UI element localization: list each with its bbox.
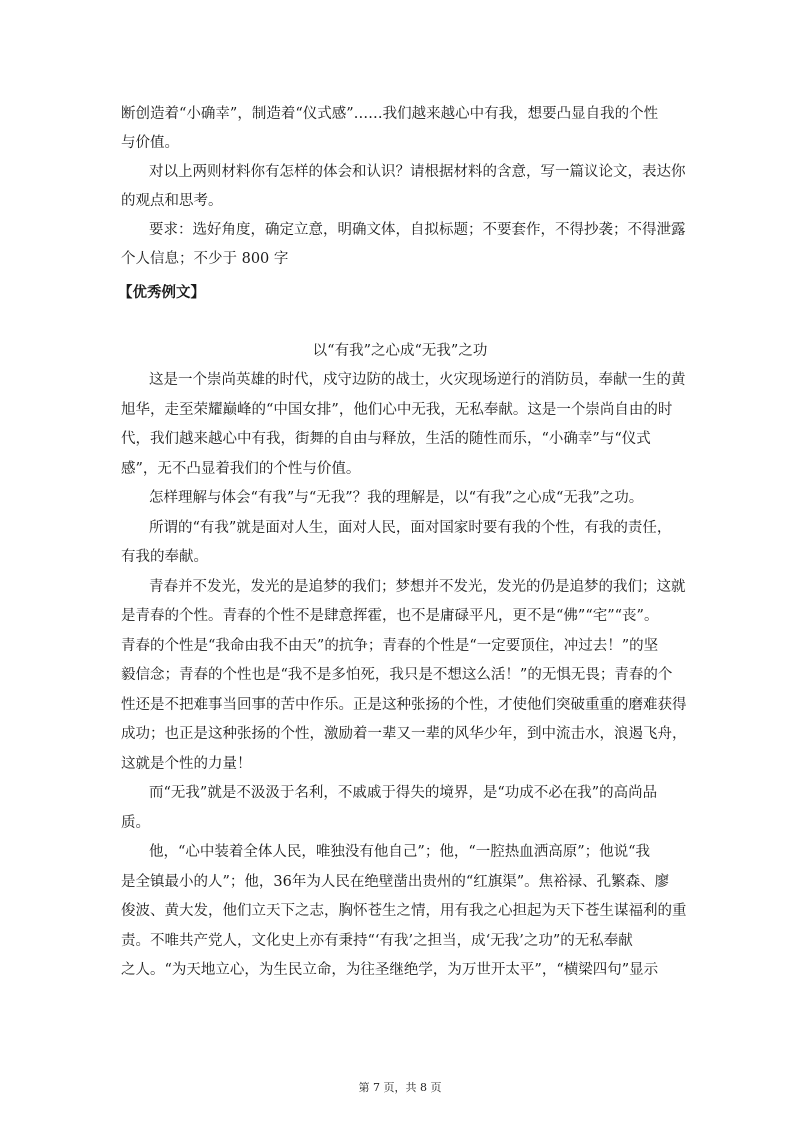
essay-line: 毅信念；青春的个性也是“我不是多怕死，我只是不想这么活！”的无惧无畏；青春的个: [121, 667, 673, 683]
essay-line: 感”，无不凸显着我们的个性与价值。: [121, 461, 361, 477]
essay-line: 这是一个崇尚英雄的时代，戍守边防的战士，火灾现场逆行的消防员，奉献一生的黄: [149, 372, 686, 388]
essay-line: 他，“心中装着全体人民，唯独没有他自己”；他，“一腔热血洒高原”；他说“我: [149, 844, 651, 860]
essay-line: 这就是个性的力量！: [121, 756, 252, 772]
essay-line: 俊波、黄大发，他们立天下之志，胸怀苍生之情，用有我之心担起为天下苍生谋福利的重: [121, 903, 687, 919]
essay-line: 是青春的个性。青春的个性不是肆意挥霍，也不是庸碌平凡，更不是“佛”“宅”“丧”。: [121, 608, 659, 624]
material-intro-line-1: 断创造着“小确幸”，制造着“仪式感”……我们越来越心中有我，想要凸显自我的个性: [121, 106, 659, 122]
page-footer: 第 7 页，共 8 页: [358, 1081, 442, 1094]
essay-line: 青春并不发光，发光的是追梦的我们；梦想并不发光，发光的仍是追梦的我们；这就: [149, 579, 686, 595]
essay-line: 是全镇最小的人”；他，36年为人民在绝壁凿出贵州的“红旗渠”。焦裕禄、孔繁森、廖: [121, 874, 670, 890]
prompt-question-line-2: 的观点和思考。: [121, 193, 223, 209]
essay-line: 代，我们越来越心中有我，街舞的自由与释放，生活的随性而乐，“小确幸”与“仪式: [121, 431, 651, 447]
prompt-requirement-line-2: 个人信息；不少于 800 字: [121, 251, 289, 267]
essay-line: 性还是不把难事当回事的苦中作乐。正是这种张扬的个性，才使他们突破重重的磨难获得: [121, 697, 687, 713]
prompt-requirement-line-1: 要求：选好角度，确定立意，明确文体，自拟标题；不要套作，不得抄袭；不得泄露: [149, 222, 686, 238]
material-intro-line-2: 与价值。: [121, 135, 179, 151]
essay-line: 而“无我”就是不汲汲于名利，不戚戚于得失的境界，是“功成不必在我”的高尚品: [149, 785, 658, 801]
essay-line: 责。不唯共产党人，文化史上亦有秉持“‘有我’之担当，成‘无我’之功”的无私奉献: [121, 933, 633, 949]
prompt-question-line-1: 对以上两则材料你有怎样的体会和认识？请根据材料的含意，写一篇议论文，表达你: [149, 164, 686, 180]
essay-line: 之人。“为天地立心，为生民立命，为往圣继绝学，为万世开太平”，“横梁四句”显示: [121, 962, 659, 978]
essay-line: 青春的个性是“我命由我不由天”的抗争；青春的个性是“一定要顶住，冲过去！”的坚: [121, 638, 659, 654]
essay-line: 怎样理解与体会“有我”与“无我”？我的理解是，以“有我”之心成“无我”之功。: [149, 490, 644, 506]
essay-line: 有我的奉献。: [121, 549, 208, 565]
essay-title: 以“有我”之心成“无我”之功: [312, 343, 488, 359]
essay-line: 成功；也正是这种张扬的个性，激励着一辈又一辈的风华少年，到中流击水，浪遏飞舟，: [121, 726, 687, 742]
section-heading: 【优秀例文】: [118, 285, 205, 301]
essay-line: 所谓的“有我”就是面对人生，面对人民，面对国家时要有我的个性，有我的责任，: [149, 520, 672, 536]
essay-line: 旭华，走至荣耀巅峰的“中国女排”，他们心中无我，无私奉献。这是一个崇尚自由的时: [121, 402, 673, 418]
essay-line: 质。: [121, 815, 150, 831]
